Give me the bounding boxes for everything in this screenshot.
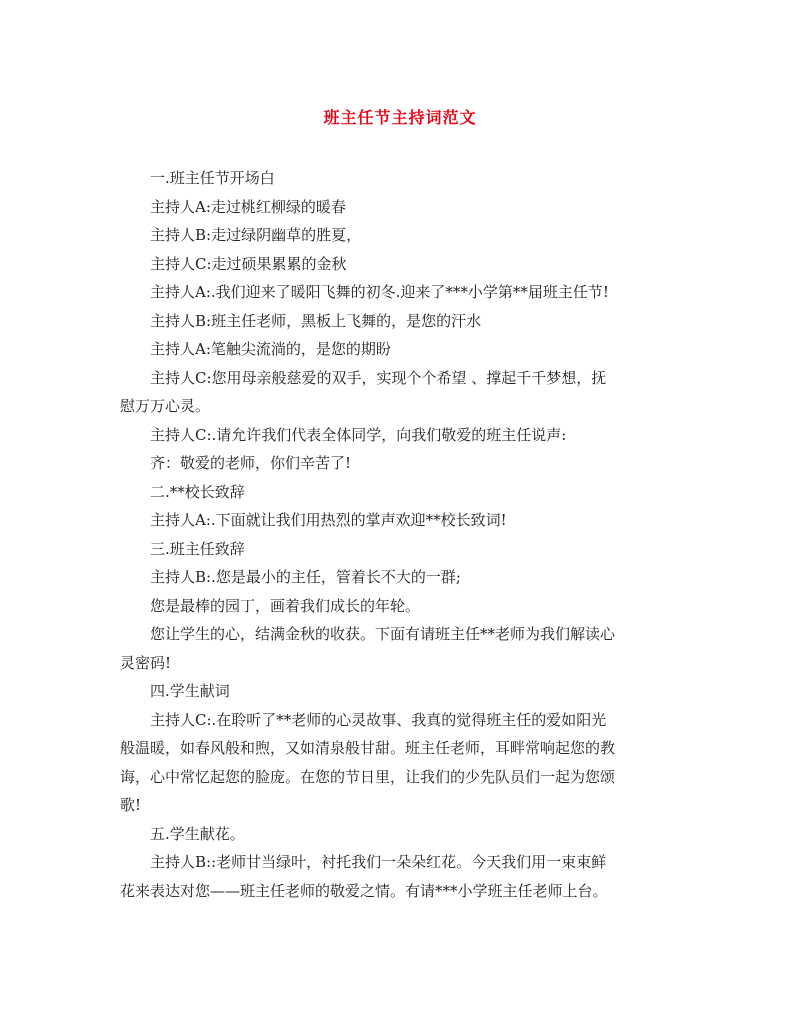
paragraph: 四.学生献词 bbox=[150, 682, 230, 700]
document-body bbox=[120, 164, 620, 905]
paragraph: 齐：敬爱的老师，你们辛苦了! bbox=[150, 454, 352, 472]
paragraph: 主持人C:您用母亲般慈爱的双手，实现个个希望 、撑起千千梦想，抚慰万万心灵。 bbox=[120, 368, 607, 415]
paragraph: 主持人A:走过桃红柳绿的暖春 bbox=[150, 197, 346, 216]
paragraph: 您是最棒的园丁，画着我们成长的年轮。 bbox=[150, 596, 421, 615]
paragraph: 主持人C:走过硕果累累的金秋 bbox=[150, 254, 347, 273]
paragraph: 主持人B:.您是最小的主任，管着长不大的一群; bbox=[150, 568, 461, 586]
paragraph: 您让学生的心，结满金秋的收获。下面有请班主任**老师为我们解读心灵密码! bbox=[120, 625, 616, 672]
paragraph: 主持人B:班主任老师，黑板上飞舞的，是您的汗水 bbox=[150, 311, 482, 330]
paragraph: 主持人B:走过绿阴幽草的胜夏， bbox=[150, 226, 362, 244]
paragraph: 二.**校长致辞 bbox=[150, 482, 245, 501]
paragraph: 三.班主任致辞 bbox=[150, 539, 245, 558]
document-title: 班主任节主持词范文 bbox=[323, 108, 477, 127]
paragraph: 主持人A:笔触尖流淌的，是您的期盼 bbox=[150, 340, 391, 358]
paragraph: 主持人A:.下面就让我们用热烈的掌声欢迎**校长致词! bbox=[150, 511, 507, 529]
paragraph: 五.学生献花。 bbox=[150, 824, 245, 843]
paragraph: 主持人B::老师甘当绿叶，衬托我们一朵朵红花。今天我们用一束束鲜花来表达对您——班主任老师的敬爱之情。有请***小学班主任老师上台。 bbox=[120, 853, 608, 900]
paragraph: 主持人C:.请允许我们代表全体同学，向我们敬爱的班主任说声: bbox=[150, 425, 567, 444]
paragraph: 主持人A:.我们迎来了暖阳飞舞的初冬.迎来了***小学第**届班主任节! bbox=[150, 283, 609, 301]
paragraph: 一.班主任节开场白 bbox=[150, 169, 275, 187]
paragraph: 主持人C:.在聆听了**老师的心灵故事、我真的觉得班主任的爱如阳光般温暖，如春风般和煦，又如清泉般甘甜。班主任老师，耳畔常响起您的教诲，心中常忆起您的脸庞。在您的节日里，让我们的少先队员们一起为您颂歌! bbox=[120, 710, 616, 814]
